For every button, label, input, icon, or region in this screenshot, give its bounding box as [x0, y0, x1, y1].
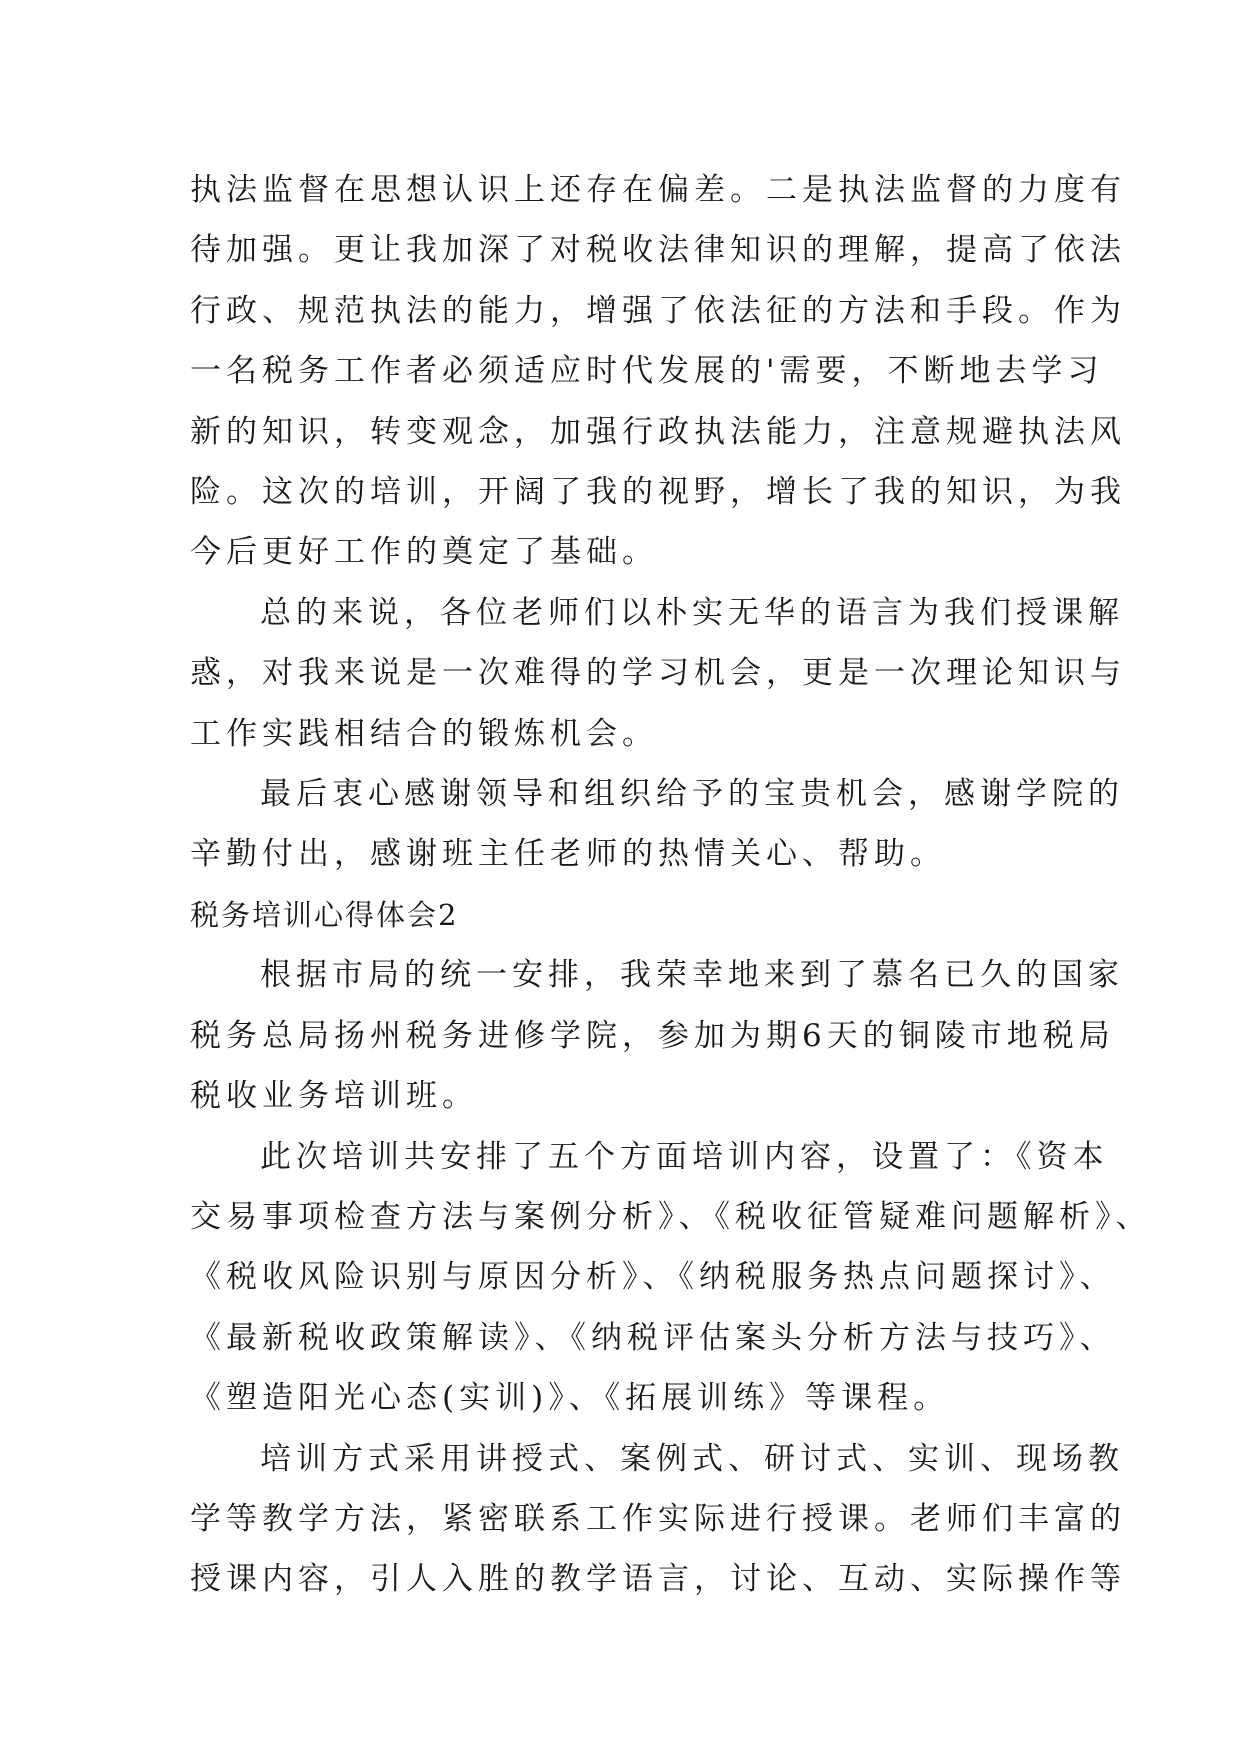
text-line: 辛勤付出，感谢班主任老师的热情关心、帮助。: [190, 836, 946, 873]
paragraph-4: [190, 945, 1124, 1126]
text-line: 险。这次的培训，开阔了我的视野，增长了我的知识，为我: [190, 474, 1126, 511]
document-body: [190, 160, 1152, 1610]
text-line: 此次培训共安排了五个方面培训内容，设置了：《资本: [260, 1138, 1109, 1175]
text-line: 待加强。更让我加深了对税收法律知识的理解，提高了依法: [190, 232, 1126, 269]
text-line: 一名税务工作者必须适应时代发展的'需要，不断地去学习: [190, 353, 1104, 390]
paragraph-1: [190, 160, 1126, 583]
text-line: 执法监督在思想认识上还存在偏差。二是执法监督的力度有: [190, 172, 1126, 208]
text-line: 授课内容，引人入胜的教学语言，讨论、互动、实际操作等: [190, 1561, 1126, 1598]
text-line: 税务总局扬州税务进修学院，参加为期6天的铜陵市地税局: [190, 1017, 1115, 1054]
text-line: 培训方式采用讲授式、案例式、研讨式、实训、现场教: [260, 1440, 1124, 1477]
text-line: 总的来说，各位老师们以朴实无华的语言为我们授课解: [260, 594, 1124, 631]
paragraph-2: [190, 583, 1126, 764]
paragraph-3: [190, 764, 1124, 885]
text-line: 最后衷心感谢领导和组织给予的宝贵机会，感谢学院的: [260, 776, 1124, 813]
text-line: 今后更好工作的奠定了基础。: [190, 534, 658, 571]
text-line: 惑，对我来说是一次难得的学习机会，更是一次理论知识与: [190, 655, 1126, 692]
section-heading: 税务培训心得体会2: [190, 897, 459, 932]
text-line: 新的知识，转变观念，加强行政执法能力，注意规避执法风: [190, 413, 1126, 450]
text-line: 《税收风险识别与原因分析》、《纳税服务热点问题探讨》、: [190, 1259, 1116, 1296]
text-line: 工作实践相结合的锻炼机会。: [190, 715, 658, 752]
text-line: 根据市局的统一安排，我荣幸地来到了慕名已久的国家: [260, 957, 1124, 994]
text-line: 《最新税收政策解读》、《纳税评估案头分析方法与技巧》、: [190, 1319, 1116, 1356]
paragraph-5: [190, 1127, 1152, 1429]
text-line: 税收业务培训班。: [190, 1078, 478, 1115]
text-line: 行政、规范执法的能力，增强了依法征的方法和手段。作为: [190, 292, 1126, 329]
text-line: 《塑造阳光心态(实训)》、《拓展训练》等课程。: [190, 1380, 950, 1417]
text-line: 交易事项检查方法与案例分析》、《税收征管疑难问题解析》、: [190, 1198, 1152, 1235]
paragraph-6: [190, 1429, 1126, 1610]
text-line: 学等教学方法，紧密联系工作实际进行授课。老师们丰富的: [190, 1500, 1126, 1537]
